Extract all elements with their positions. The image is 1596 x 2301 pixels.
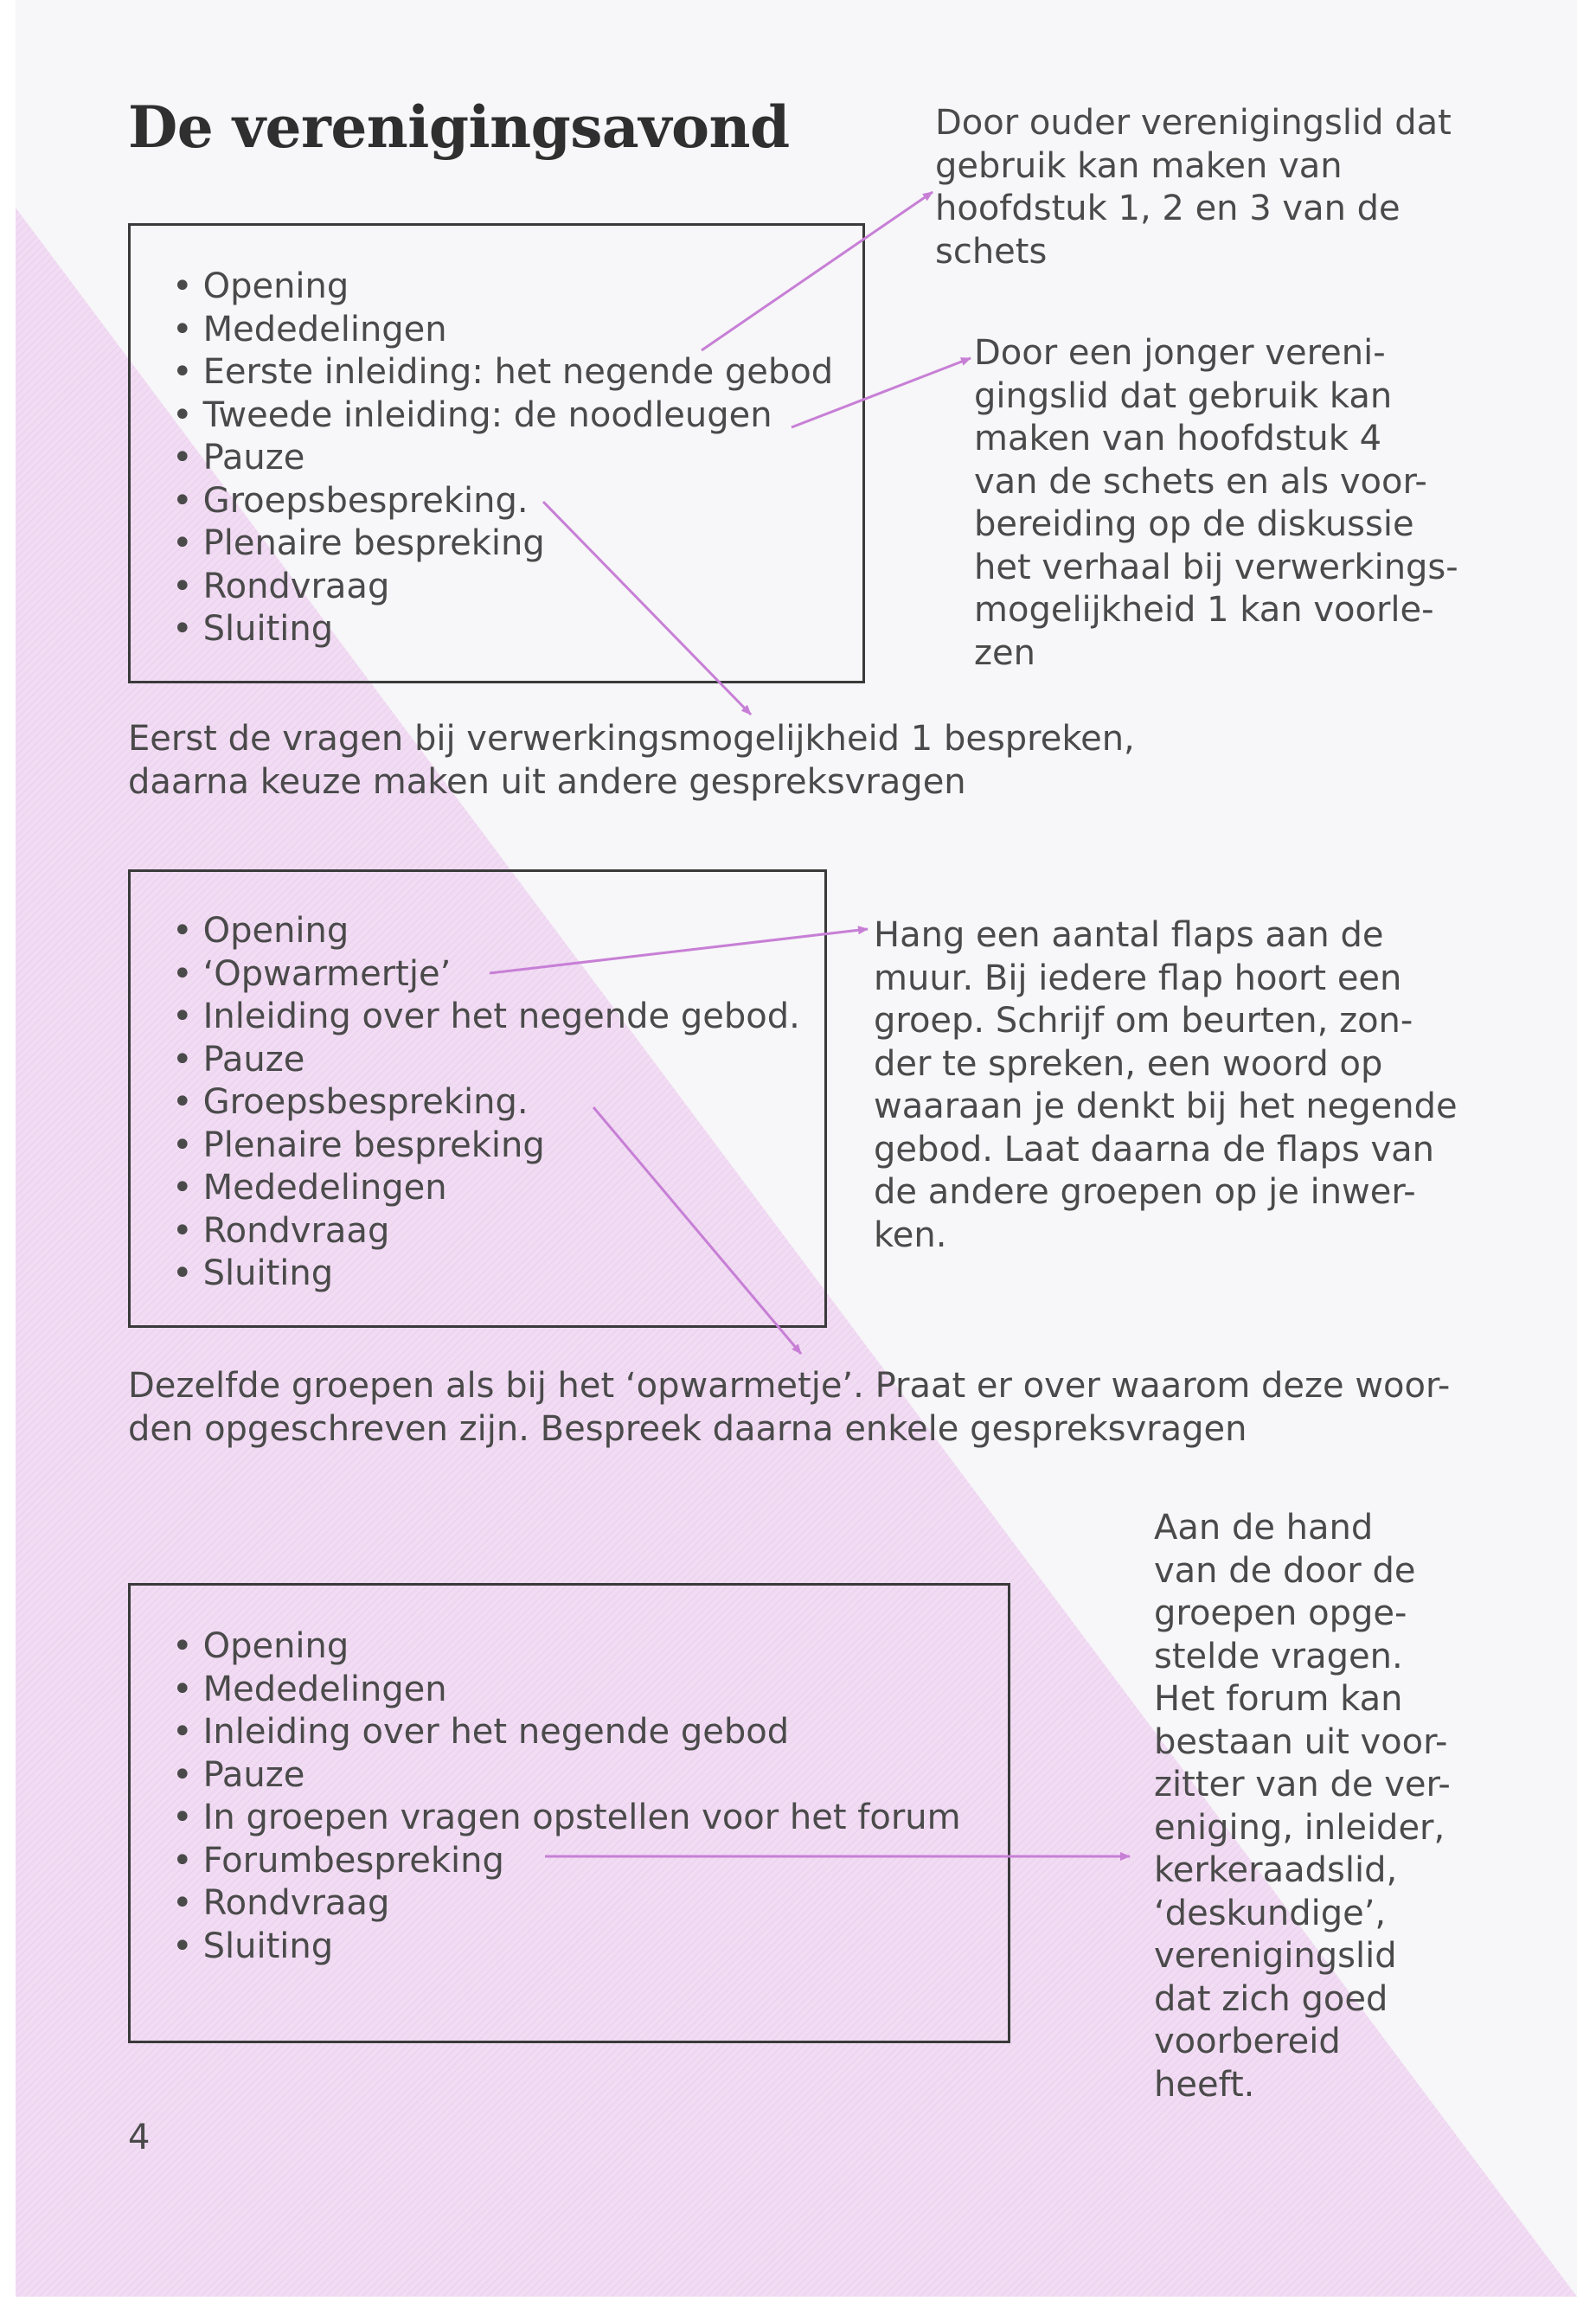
note-forum: Aan de hand van de door de groepen opge- stelde vragen. Het forum kan bestaan uit voor- zitter van de ver- eniging, inleider, kerkeraadslid, ‘deskundige’, verenigingslid dat zich goed voorbereid heeft. xyxy=(1154,1508,1451,2105)
program-box-3 xyxy=(128,1583,1010,2043)
program-item: • Eerste inleiding: het negende gebod xyxy=(172,351,833,394)
note-younger-member: Door een jonger vereni- gingslid dat gebruik kan maken van hoofdstuk 4 van de schets en als voor- bereiding op de diskussie het verhaal bij verwerkings- mogelijkheid 1 kan voorle- zen xyxy=(974,333,1458,673)
program-item: • Plenaire bespreking xyxy=(172,522,833,566)
program-item: • In groepen vragen opstellen voor het forum xyxy=(172,1797,961,1840)
program-box-1 xyxy=(128,223,865,683)
program-list-2 xyxy=(172,910,800,1296)
program-item: • Pauze xyxy=(172,437,833,480)
program-item: • Rondvraag xyxy=(172,566,833,609)
program-item: • Forumbespreking xyxy=(172,1840,961,1883)
page-number: 4 xyxy=(128,2118,151,2157)
program-item: • Mededelingen xyxy=(172,1167,800,1210)
program-list-3 xyxy=(172,1625,961,1968)
program-item: • Sluiting xyxy=(172,1926,961,1969)
note-flaps: Hang een aantal flaps aan de muur. Bij iedere flap hoort een groep. Schrijf om beurten, zon- der te spreken, een woord op waaraan je denkt bij het negende gebod. Laat daarna de flaps van de andere groepen op je inwer- ken. xyxy=(874,915,1458,1255)
program-box-2 xyxy=(128,869,827,1328)
note-older-member: Door ouder verenigingslid dat gebruik kan maken van hoofdstuk 1, 2 en 3 van de schets xyxy=(935,103,1452,272)
program-item: • Rondvraag xyxy=(172,1210,800,1253)
program-item: • Inleiding over het negende gebod. xyxy=(172,996,800,1039)
program-item: • Opening xyxy=(172,266,833,309)
document-page xyxy=(16,0,1577,2297)
program-item: • Rondvraag xyxy=(172,1882,961,1926)
page-title: De verenigingsavond xyxy=(128,93,790,161)
program-item: • Plenaire bespreking xyxy=(172,1125,800,1168)
program-item: • Sluiting xyxy=(172,608,833,651)
program-item: • Pauze xyxy=(172,1754,961,1798)
program-item: • Tweede inleiding: de noodleugen xyxy=(172,394,833,438)
program-item: • ‘Opwarmertje’ xyxy=(172,953,800,997)
program-item: • Mededelingen xyxy=(172,1669,961,1712)
note-discussion: Eerst de vragen bij verwerkingsmogelijkheid 1 bespreken, daarna keuze maken uit andere gespreksvragen xyxy=(128,719,1135,802)
program-item: • Mededelingen xyxy=(172,309,833,352)
program-item: • Sluiting xyxy=(172,1253,800,1296)
program-item: • Groepsbespreking. xyxy=(172,480,833,523)
program-item: • Opening xyxy=(172,910,800,953)
program-item: • Pauze xyxy=(172,1039,800,1082)
note-groups: Dezelfde groepen als bij het ‘opwarmetje’. Praat er over waarom deze woor- den opgeschreven zijn. Bespreek daarna enkele gespreksvragen xyxy=(128,1366,1451,1449)
program-item: • Opening xyxy=(172,1625,961,1669)
program-item: • Groepsbespreking. xyxy=(172,1081,800,1125)
program-list-1 xyxy=(172,266,833,651)
program-item: • Inleiding over het negende gebod xyxy=(172,1711,961,1754)
